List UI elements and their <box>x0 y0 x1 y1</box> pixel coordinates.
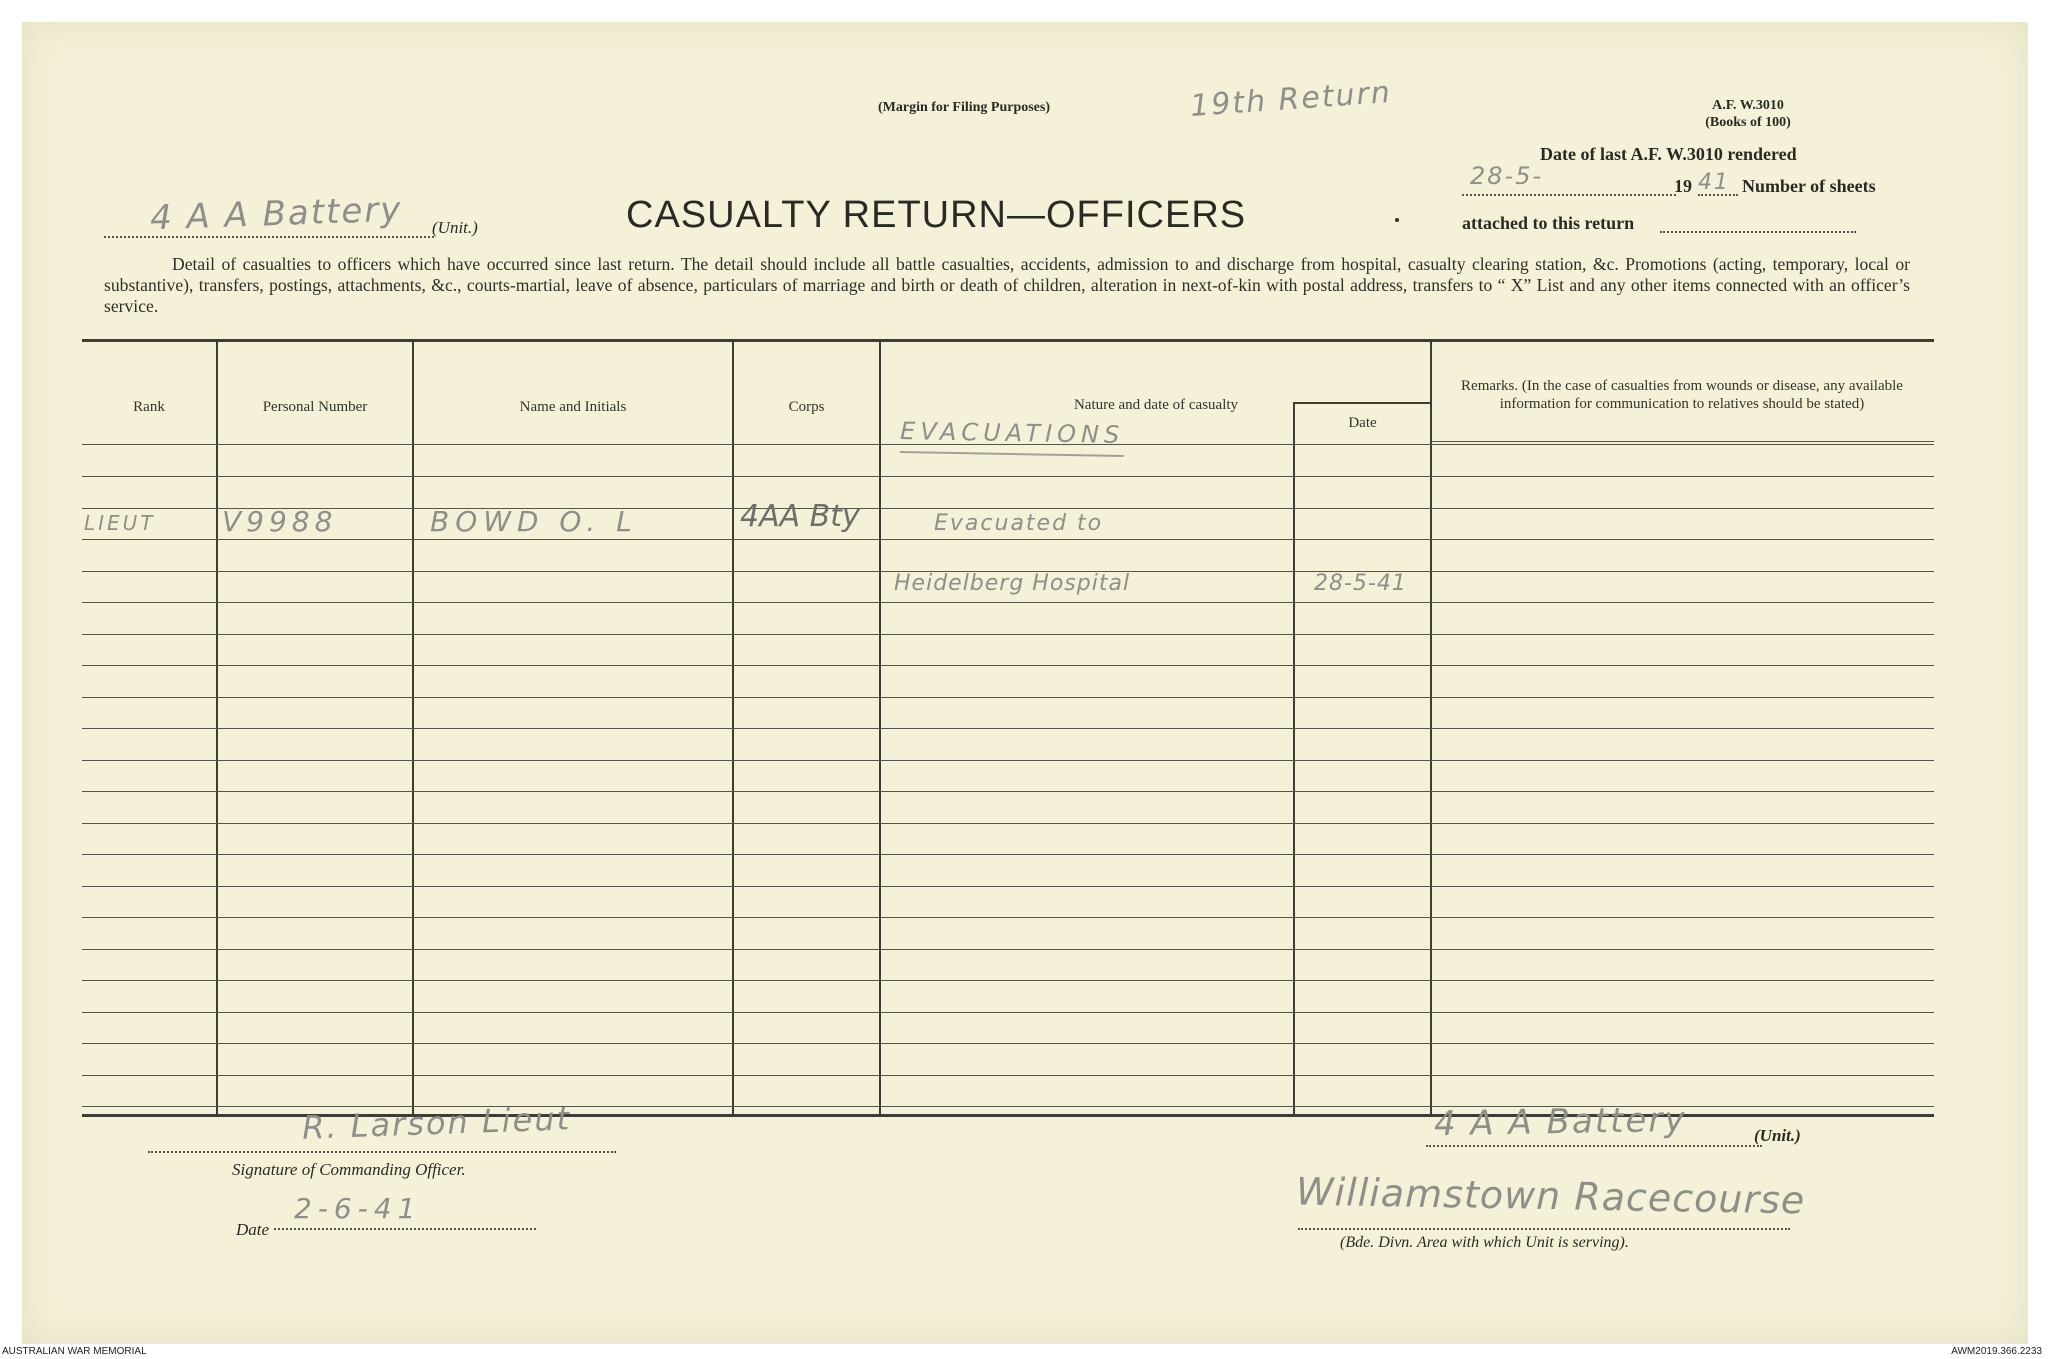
table-rule-line <box>82 854 1934 855</box>
table-rule-line <box>82 665 1934 666</box>
footer-left: AUSTRALIAN WAR MEMORIAL <box>2 1346 147 1357</box>
table-rule-line <box>82 980 1934 981</box>
form-title: CASUALTY RETURN—OFFICERS <box>626 194 1247 236</box>
year-suffix: 41 <box>1698 170 1730 195</box>
table-rule-line <box>82 697 1934 698</box>
table-rule-line <box>82 1043 1934 1044</box>
last-rendered-date-line <box>1462 192 1676 196</box>
table-rule-line <box>82 760 1934 761</box>
table-rule-line <box>82 1075 1934 1076</box>
entry-name: BOWD O. L <box>430 505 638 538</box>
header-corps: Corps <box>788 399 825 415</box>
form-books: (Books of 100) <box>1705 115 1791 130</box>
table-rule-line <box>82 728 1934 729</box>
return-note-handwritten: 19th Return <box>1189 74 1393 125</box>
title-dot <box>1395 218 1399 222</box>
last-rendered-label: Date of last A.F. W.3010 rendered <box>1540 144 1797 164</box>
area-line <box>1298 1226 1790 1230</box>
entry-rank: LIEUT <box>84 511 156 535</box>
table-rule-line <box>82 634 1934 635</box>
margin-note: (Margin for Filing Purposes) <box>878 100 1051 115</box>
date-value: 2-6-41 <box>294 1192 422 1225</box>
unit-top-label: (Unit.) <box>432 218 478 237</box>
table-rule-line <box>82 917 1934 918</box>
table-rule-line <box>82 823 1934 824</box>
signature-value: R. Larson Lieut <box>301 1099 572 1147</box>
table-rule-line <box>82 886 1934 887</box>
area-label: (Bde. Divn. Area with which Unit is serving). <box>1340 1234 1629 1251</box>
sheets-label: Number of sheets <box>1742 176 1876 196</box>
year-prefix: 19 <box>1674 176 1692 196</box>
unit-bottom-label: (Unit.) <box>1754 1126 1801 1145</box>
entry-date: 28-5-41 <box>1314 571 1407 596</box>
header-rank: Rank <box>133 399 165 415</box>
header-date: Date <box>1348 415 1377 431</box>
table-rule-line <box>82 1012 1934 1013</box>
last-rendered-date: 28-5- <box>1470 162 1544 190</box>
header-personal-number: Personal Number <box>262 399 368 415</box>
table-rule-line <box>82 949 1934 950</box>
header-name: Name and Initials <box>519 399 627 415</box>
table-rule-line <box>82 508 1934 509</box>
remarks-header-rule <box>1432 441 1934 442</box>
casualty-table <box>82 339 1934 1119</box>
table-top-rule <box>82 339 1934 342</box>
section-heading-handwritten: EVACUATIONS <box>900 417 1125 457</box>
unit-bottom-value: 4 A A Battery <box>1433 1099 1687 1145</box>
date-label: Date <box>236 1220 270 1239</box>
signature-line <box>148 1149 616 1153</box>
footer-right: AWM2019.366.2233 <box>1951 1346 2042 1357</box>
header-remarks: Remarks. (In the case of casualties from wounds or disease, any available information for communication to relatives should be stated) <box>1461 378 1903 412</box>
header-nature: Nature and date of casualty <box>1073 397 1239 413</box>
entry-nature-line2: Heidelberg Hospital <box>894 571 1131 596</box>
unit-top-value: 4 A A Battery <box>149 189 404 239</box>
form-paper <box>22 22 2028 1344</box>
table-rule-line <box>82 602 1934 603</box>
attached-line <box>1660 229 1856 233</box>
entry-personal-number: V9988 <box>222 505 338 538</box>
unit-bottom-line <box>1426 1143 1762 1147</box>
instructions-text: Detail of casualties to officers which have occurred since last return. The detail should include all battle casualties, accidents, admission to and discharge from hospital, casualty clearing station, &c. Promotions (acting, temporary, local or substantive), transfers, postings, attachments, &c., courts-martial, leave of absence, particulars of marriage and birth or death of children, alteration in next-of-kin with postal address, transfers to “ X” List and any other items connected with an officer’s service. <box>104 254 1910 316</box>
table-rule-line <box>82 476 1934 477</box>
table-rule-line <box>82 539 1934 540</box>
form-code: A.F. W.3010 <box>1712 98 1784 113</box>
signature-label: Signature of Commanding Officer. <box>232 1160 466 1179</box>
entry-corps: 4AA Bty <box>740 499 860 534</box>
attached-label: attached to this return <box>1462 213 1635 233</box>
table-rule-line <box>82 791 1934 792</box>
entry-nature-line1: Evacuated to <box>934 511 1104 536</box>
area-value: Williamstown Racecourse <box>1295 1169 1806 1223</box>
date-line <box>274 1226 536 1230</box>
